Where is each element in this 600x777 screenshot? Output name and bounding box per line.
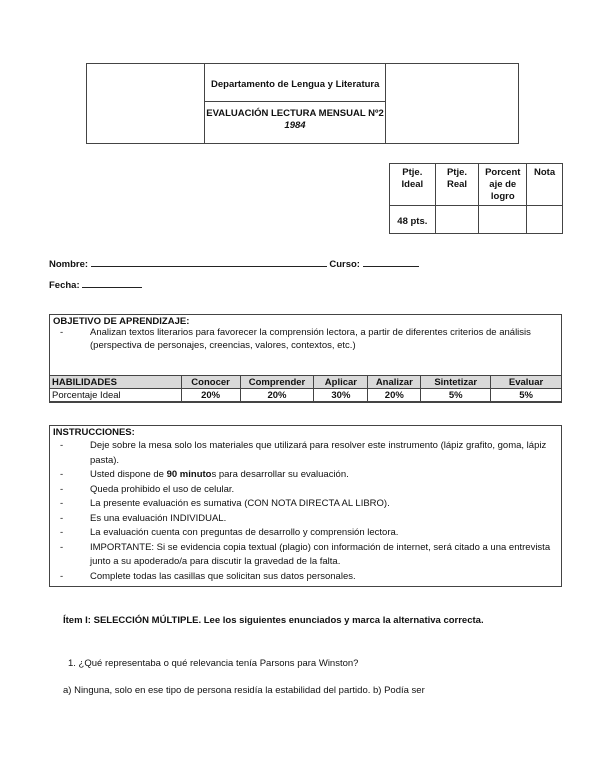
header-table <box>86 63 519 144</box>
instruction-item: - Complete todas las casillas que solicitan sus datos personales. <box>60 570 356 582</box>
skills-header: HABILIDADES <box>50 376 182 389</box>
score-header-grade: Nota <box>527 164 563 206</box>
skills-cell: Porcentaje Ideal <box>50 389 182 402</box>
date-row <box>49 278 142 291</box>
date-field[interactable] <box>82 278 142 288</box>
name-course-row <box>49 257 419 270</box>
evaluation-title-cell <box>205 102 385 143</box>
instruction-item: - Deje sobre la mesa solo los materiales que utilizará para resolver este instrumento (lápiz grafito, goma, lápiz pasta). <box>60 440 547 466</box>
objective-title: OBJETIVO DE APRENDIZAJE: <box>53 316 190 327</box>
skills-table <box>49 375 562 402</box>
book-title: 1984 <box>284 120 306 131</box>
score-ideal-value: 48 pts. <box>390 206 436 234</box>
skills-cell: 30% <box>314 389 368 402</box>
instruction-item: - La presente evaluación es sumativa (CON NOTA DIRECTA AL LIBRO). <box>60 498 390 509</box>
score-table <box>389 163 563 234</box>
objective-box <box>49 314 562 403</box>
objective-text: Analizan textos literarios para favorecer la comprensión lectora, a partir de diferentes criterios de análisis (perspectiva de personajes, creencias, valores, contextos, etc.) <box>90 327 531 351</box>
question-1-options: a) Ninguna, solo en ese tipo de persona residía la estabilidad del partido. b) Podía ser <box>63 685 425 696</box>
skills-header: Sintetizar <box>421 376 491 389</box>
name-label: Nombre: <box>49 259 89 270</box>
dash-bullet: - <box>60 327 64 338</box>
skills-cell: 5% <box>421 389 491 402</box>
instruction-item: - La evaluación cuenta con preguntas de desarrollo y comprensión lectora. <box>60 527 399 538</box>
skills-header: Conocer <box>181 376 240 389</box>
instructions-box <box>49 425 562 587</box>
instruction-item: - IMPORTANTE: Si se evidencia copia textual (plagio) con información de internet, será citado a una entrevista junto a su apoderado/a para discutir la gravedad de la falta. <box>60 541 551 567</box>
score-header-real: Ptje. Real <box>435 164 479 206</box>
objective-item <box>60 326 560 352</box>
header-title-cell <box>205 64 386 143</box>
question-1: 1. ¿Qué representaba o qué relevancia tenía Parsons para Winston? <box>68 658 359 669</box>
skills-header: Evaluar <box>491 376 562 389</box>
skills-cell: 20% <box>368 389 421 402</box>
instructions-title: INSTRUCCIONES: <box>53 427 135 438</box>
score-percentage-value[interactable] <box>479 206 527 234</box>
skills-header: Comprender <box>240 376 314 389</box>
score-header-ideal: Ptje. Ideal <box>390 164 436 206</box>
logo-cell <box>87 64 205 143</box>
skills-cell: 20% <box>240 389 314 402</box>
name-field[interactable] <box>91 257 327 267</box>
section-heading: Ítem I: SELECCIÓN MÚLTIPLE. Lee los siguientes enunciados y marca la alternativa correcta. <box>63 615 484 626</box>
skills-header: Analizar <box>368 376 421 389</box>
skills-header: Aplicar <box>314 376 368 389</box>
instruction-item: - Es una evaluación INDIVIDUAL. <box>60 512 227 524</box>
score-real-value[interactable] <box>435 206 479 234</box>
course-label: Curso: <box>329 259 360 270</box>
instructions-list <box>60 439 560 584</box>
score-header-percentage: Porcent aje de logro <box>479 164 527 206</box>
skills-cell: 5% <box>491 389 562 402</box>
department-name: Departamento de Lengua y Literatura <box>205 64 385 102</box>
score-grade-value[interactable] <box>527 206 563 234</box>
evaluation-title: EVALUACIÓN LECTURA MENSUAL Nº2 <box>206 108 384 119</box>
course-field[interactable] <box>363 257 419 267</box>
date-label: Fecha: <box>49 280 80 291</box>
instruction-item: - Queda prohibido el uso de celular. <box>60 483 235 495</box>
instruction-item: - Usted dispone de 90 minutos para desarrollar su evaluación. <box>60 469 349 480</box>
skills-cell: 20% <box>181 389 240 402</box>
